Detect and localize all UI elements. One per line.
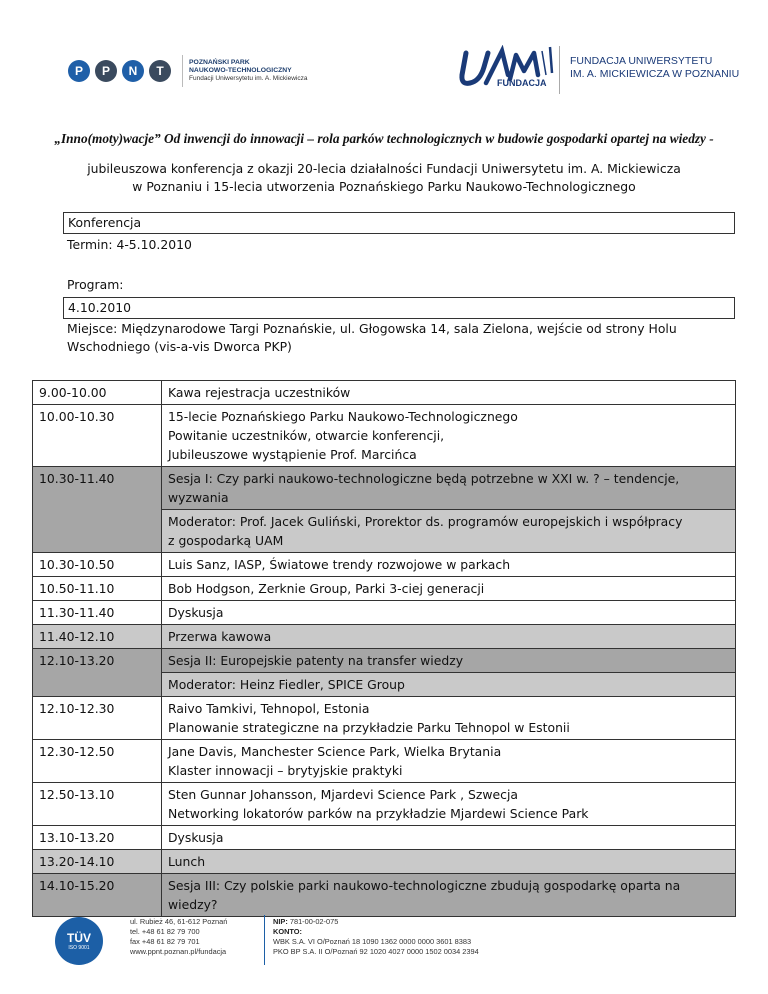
ppnt-letter: P [68,60,90,82]
program-label: Program: [67,277,124,292]
time-cell: 12.30-12.50 [33,740,162,783]
event-line: Sesja I: Czy parki naukowo-technologiczne będą potrzebne w XXI w. ? – tendencje, [168,471,680,486]
subtitle-line: w Poznaniu i 15-lecia utworzenia Poznańskiego Parku Naukowo-Technologicznego [132,179,636,194]
event-line: Moderator: Prof. Jacek Guliński, Prorektor ds. programów europejskich i współpracy [168,514,683,529]
document-subtitle [40,160,728,196]
tuv-sub: ISO 9001 [68,945,90,951]
time-cell: 10.30-11.40 [33,467,162,553]
miejsce-text [67,320,677,356]
address-line: fax +48 61 82 79 701 [130,937,200,946]
account-line: WBK S.A. VI O/Poznań 18 1090 1362 0000 0000 3601 8383 [273,937,472,946]
miejsce-line: Miejsce: Międzynarodowe Targi Poznańskie, ul. Głogowska 14, sala Zielona, wejście od strony Holu [67,321,677,336]
time-cell: 13.20-14.10 [33,850,162,874]
ppnt-name-line2: NAUKOWO-TECHNOLOGICZNY [189,67,292,74]
ppnt-letter: T [149,60,171,82]
event-cell [162,577,736,601]
event-cell [162,850,736,874]
event-line: Planowanie strategiczne na przykładzie Parku Tehnopol w Estonii [168,720,570,735]
time-cell: 10.30-10.50 [33,553,162,577]
session-cell [162,467,736,510]
event-line: Jubileuszowe wystąpienie Prof. Marcińca [168,447,417,462]
table-row [33,783,736,826]
table-row [33,850,736,874]
session-cell [162,649,736,673]
tuv-certification-icon [55,917,103,965]
table-row [33,467,736,510]
logo-divider [182,55,183,87]
event-line: z gospodarką UAM [168,533,284,548]
event-line: Networking lokatorów parków na przykładzie Mjardewi Science Park [168,806,589,821]
event-cell [162,601,736,625]
footer-bank-info [273,917,479,957]
event-line: Klaster innowacji – brytyjskie praktyki [168,763,403,778]
logo-divider [559,46,560,94]
address-line: tel. +48 61 82 79 700 [130,927,200,936]
event-line: Powitanie uczestników, otwarcie konferencji, [168,428,445,443]
event-line: 15-lecie Poznańskiego Parku Naukowo-Technologicznego [168,409,518,424]
uam-logo-label: FUNDACJA [497,78,547,88]
foundation-name [570,55,739,81]
event-line: Moderator: Heinz Fiedler, SPICE Group [168,677,405,692]
table-row [33,697,736,740]
event-line: Przerwa kawowa [168,629,272,644]
event-cell [162,740,736,783]
foundation-name-line2: IM. A. MICKIEWICZA W POZNANIU [570,68,740,80]
nip-line [273,917,479,927]
event-cell [162,381,736,405]
event-line: Dyskusja [168,830,224,845]
table-row [33,625,736,649]
event-line: Luis Sanz, IASP, Światowe trendy rozwojowe w parkach [168,557,511,572]
table-row [33,577,736,601]
event-line: wyzwania [168,490,229,505]
event-line: Raivo Tamkivi, Tehnopol, Estonia [168,701,370,716]
address-line: ul. Rubież 46, 61-612 Poznań [130,917,228,926]
time-cell: 11.40-12.10 [33,625,162,649]
event-cell [162,625,736,649]
ppnt-subtitle: Fundacji Uniwersytetu im. A. Mickiewicza [189,75,308,82]
termin-text: Termin: 4-5.10.2010 [67,237,192,252]
event-line: Sesja II: Europejskie patenty na transfer wiedzy [168,653,464,668]
subtitle-line: jubileuszowa konferencja z okazji 20-lecia działalności Fundacji Uniwersytetu im. A. Mickiewicza [87,161,681,176]
time-cell: 11.30-11.40 [33,601,162,625]
table-row [33,601,736,625]
moderator-cell [162,510,736,553]
event-line: wiedzy? [168,897,218,912]
event-line: Kawa rejestracja uczestników [168,385,351,400]
event-cell [162,783,736,826]
event-line: Jane Davis, Manchester Science Park, Wielka Brytania [168,744,502,759]
table-row [33,405,736,467]
nip-label: NIP: [273,917,288,926]
time-cell: 14.10-15.20 [33,874,162,917]
time-cell: 12.50-13.10 [33,783,162,826]
session-cell [162,874,736,917]
konto-label: KONTO: [273,927,303,936]
foundation-name-line1: FUNDACJA UNIWERSYTETU [570,55,713,67]
time-cell: 10.50-11.10 [33,577,162,601]
schedule-table [32,380,736,917]
table-row [33,826,736,850]
ppnt-letter: P [95,60,117,82]
footer-address [130,917,227,957]
miejsce-line: Wschodniego (vis-a-vis Dworca PKP) [67,339,292,354]
event-cell [162,553,736,577]
table-row [33,874,736,917]
address-line: www.ppnt.poznan.pl/fundacja [130,947,227,956]
event-line: Dyskusja [168,605,224,620]
account-line: PKO BP S.A. II O/Poznań 92 1020 4027 0000 1502 0034 2394 [273,947,479,956]
time-cell: 10.00-10.30 [33,405,162,467]
table-row [33,381,736,405]
table-row [33,649,736,673]
ppnt-letter: N [122,60,144,82]
time-cell: 13.10-13.20 [33,826,162,850]
moderator-cell [162,673,736,697]
ppnt-name [189,59,307,83]
date-box: 4.10.2010 [63,297,735,319]
ppnt-logo [68,55,307,87]
event-cell [162,405,736,467]
nip-value: 781-00-02-075 [287,917,339,926]
tuv-label: TÜV [67,931,91,945]
footer-divider [264,915,265,965]
event-line: Sten Gunnar Johansson, Mjardevi Science Park , Szwecja [168,787,519,802]
konferencja-box: Konferencja [63,212,735,234]
table-row [33,553,736,577]
table-row [33,740,736,783]
event-line: Lunch [168,854,206,869]
document-title: „Inno(moty)wacje” Od inwencji do innowacji – rola parków technologicznych w budowie gospodarki opartej na wiedzy - [54,131,714,146]
time-cell: 9.00-10.00 [33,381,162,405]
event-line: Bob Hodgson, Zerknie Group, Parki 3-ciej generacji [168,581,485,596]
event-cell [162,826,736,850]
event-line: Sesja III: Czy polskie parki naukowo-technologiczne zbudują gospodarkę oparta na [168,878,681,893]
time-cell: 12.10-13.20 [33,649,162,697]
time-cell: 12.10-12.30 [33,697,162,740]
event-cell [162,697,736,740]
ppnt-name-line1: POZNAŃSKI PARK [189,59,250,66]
